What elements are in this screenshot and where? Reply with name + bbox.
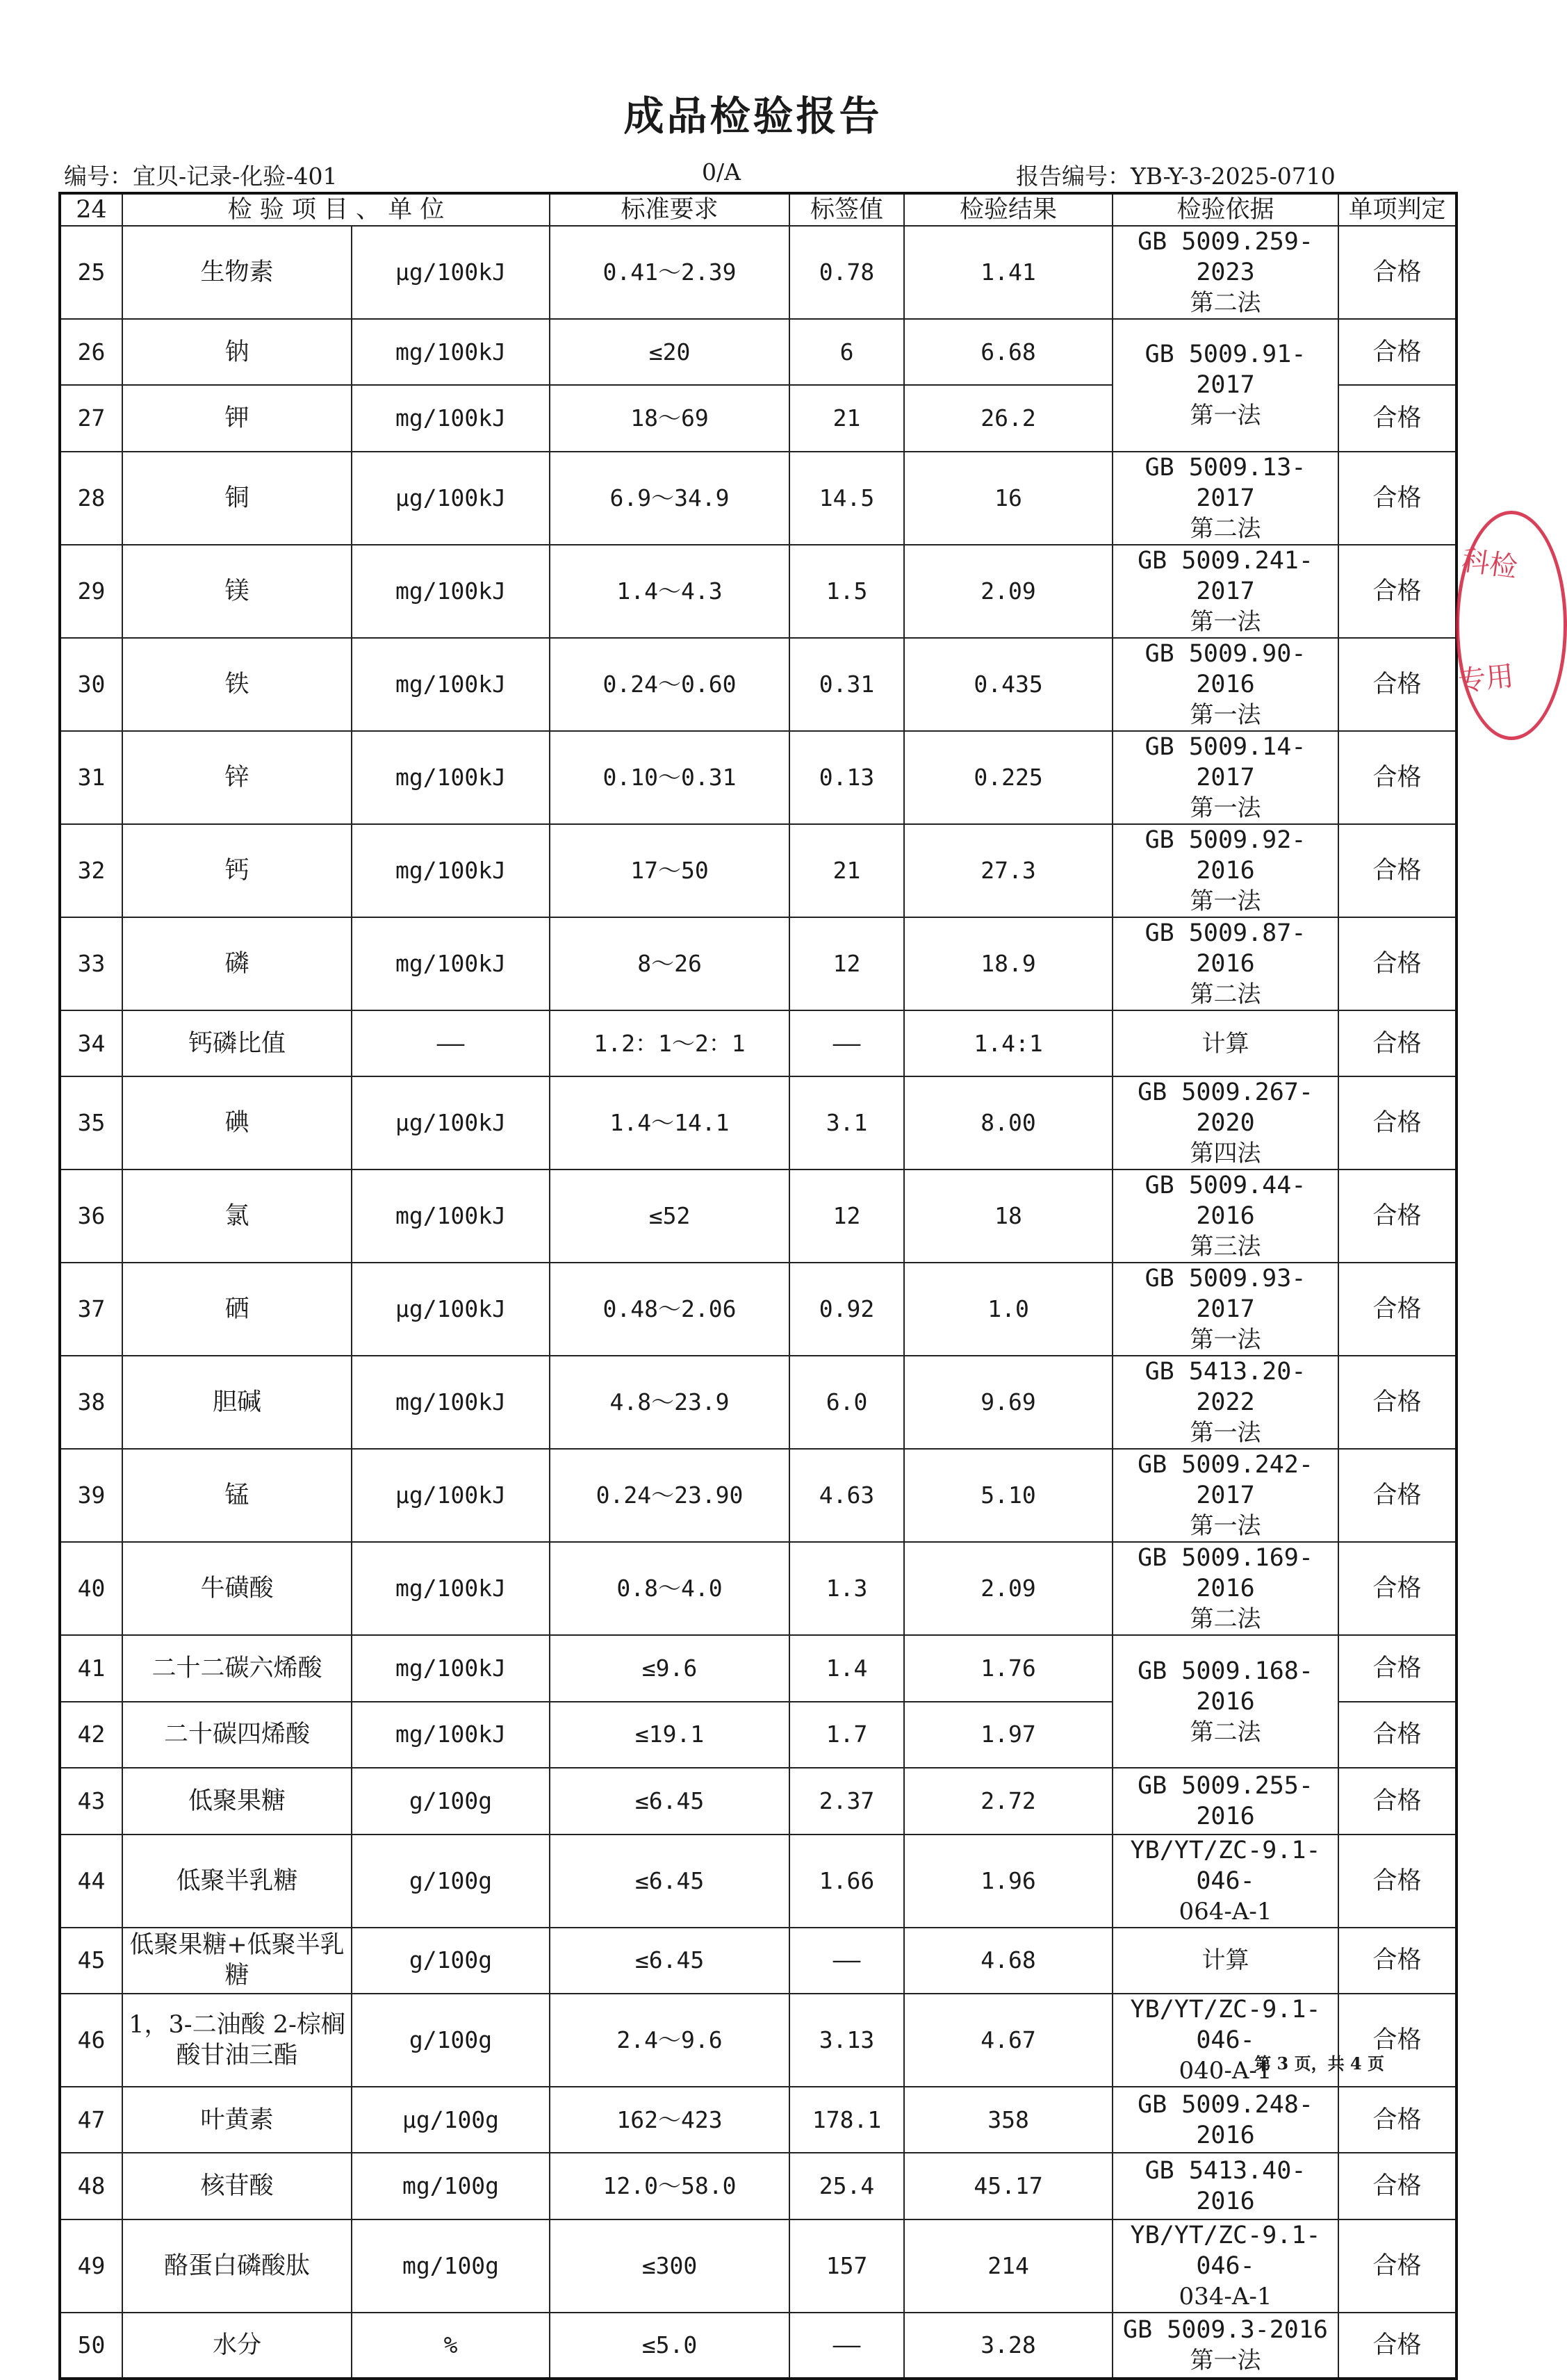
cell-label-value: 1.7 xyxy=(789,1702,904,1768)
cell-result: 16 xyxy=(904,452,1113,545)
table-row xyxy=(60,1170,1457,1263)
cell-judgement: 合格 xyxy=(1338,319,1457,385)
cell-standard: 4.8～23.9 xyxy=(550,1356,789,1449)
cell-no: 30 xyxy=(60,638,122,731)
basis-method: 064-A-1 xyxy=(1179,1897,1272,1926)
header-label-value: 标签值 xyxy=(789,193,904,226)
cell-basis xyxy=(1113,1928,1338,1994)
cell-label-value: 157 xyxy=(789,2219,904,2313)
cell-label-value: 0.13 xyxy=(789,731,904,824)
basis-method: 第一法 xyxy=(1190,607,1261,636)
table-row xyxy=(60,1076,1457,1170)
table-row xyxy=(60,1542,1457,1635)
cell-result: 45.17 xyxy=(904,2153,1113,2219)
cell-judgement: 合格 xyxy=(1338,1702,1457,1768)
cell-unit: g/100g xyxy=(352,1768,550,1834)
basis-method: 第一法 xyxy=(1190,887,1261,915)
basis-standard: GB 5009.241-2017 xyxy=(1138,546,1313,605)
basis-method: 第一法 xyxy=(1190,1326,1261,1354)
cell-label-value: 0.78 xyxy=(789,226,904,319)
basis-method: 第二法 xyxy=(1190,289,1261,317)
cell-unit: mg/100kJ xyxy=(352,1170,550,1263)
table-row xyxy=(60,2087,1457,2153)
cell-judgement: 合格 xyxy=(1338,1928,1457,1994)
cell-unit: mg/100g xyxy=(352,2153,550,2219)
cell-result: 26.2 xyxy=(904,385,1113,451)
basis-standard: GB 5009.168-2016 xyxy=(1138,1657,1313,1716)
cell-label-value: 21 xyxy=(789,385,904,451)
cell-label-value: 14.5 xyxy=(789,452,904,545)
cell-basis xyxy=(1113,319,1338,452)
cell-item: 锰 xyxy=(122,1449,352,1542)
cell-standard: ≤9.6 xyxy=(550,1635,789,1701)
cell-no: 27 xyxy=(60,385,122,451)
basis-standard: YB/YT/ZC-9.1-046- xyxy=(1130,2221,1321,2280)
cell-judgement: 合格 xyxy=(1338,2219,1457,2313)
cell-basis xyxy=(1113,1542,1338,1635)
cell-item: 低聚果糖 xyxy=(122,1768,352,1834)
cell-standard: 6.9～34.9 xyxy=(550,452,789,545)
basis-standard: GB 5009.169-2016 xyxy=(1138,1544,1313,1603)
table-row xyxy=(60,1263,1457,1356)
cell-label-value: 2.37 xyxy=(789,1768,904,1834)
table-row xyxy=(60,1635,1457,1701)
cell-basis xyxy=(1113,1356,1338,1449)
cell-no: 37 xyxy=(60,1263,122,1356)
stamp-text-top: 科检 xyxy=(1459,544,1520,584)
cell-judgement: 合格 xyxy=(1338,385,1457,451)
cell-result: 214 xyxy=(904,2219,1113,2313)
cell-item: 水分 xyxy=(122,2313,352,2379)
cell-no: 44 xyxy=(60,1835,122,1928)
table-row xyxy=(60,1835,1457,1928)
cell-no: 33 xyxy=(60,917,122,1010)
cell-judgement: 合格 xyxy=(1338,824,1457,917)
cell-standard: 1.2：1～2：1 xyxy=(550,1010,789,1076)
cell-unit: μg/100kJ xyxy=(352,452,550,545)
cell-result: 18 xyxy=(904,1170,1113,1263)
cell-basis xyxy=(1113,1263,1338,1356)
cell-result: 358 xyxy=(904,2087,1113,2153)
cell-no: 34 xyxy=(60,1010,122,1076)
cell-label-value: 21 xyxy=(789,824,904,917)
cell-result: 1.97 xyxy=(904,1702,1113,1768)
cell-standard: 12.0～58.0 xyxy=(550,2153,789,2219)
cell-standard: ≤52 xyxy=(550,1170,789,1263)
cell-judgement: 合格 xyxy=(1338,2153,1457,2219)
basis-standard: GB 5009.13-2017 xyxy=(1145,453,1306,512)
cell-basis xyxy=(1113,731,1338,824)
basis-standard: GB 5009.91-2017 xyxy=(1145,340,1306,400)
cell-item: 铜 xyxy=(122,452,352,545)
basis-method: 第一法 xyxy=(1190,402,1261,430)
table-row xyxy=(60,2219,1457,2313)
cell-label-value: 1.3 xyxy=(789,1542,904,1635)
table-row xyxy=(60,2153,1457,2219)
cell-no: 45 xyxy=(60,1928,122,1994)
cell-judgement: 合格 xyxy=(1338,226,1457,319)
basis-standard: GB 5009.248-2016 xyxy=(1138,2090,1313,2149)
cell-item: 氯 xyxy=(122,1170,352,1263)
cell-no: 41 xyxy=(60,1635,122,1701)
cell-result: 1.4:1 xyxy=(904,1010,1113,1076)
cell-no: 26 xyxy=(60,319,122,385)
cell-standard: ≤20 xyxy=(550,319,789,385)
table-row xyxy=(60,319,1457,385)
header-basis: 检验依据 xyxy=(1113,193,1338,226)
cell-judgement: 合格 xyxy=(1338,1170,1457,1263)
cell-item: 1，3-二油酸 2-棕榈酸甘油三酯 xyxy=(122,1994,352,2087)
cell-basis xyxy=(1113,1768,1338,1834)
cell-label-value: 12 xyxy=(789,917,904,1010)
cell-standard: 8～26 xyxy=(550,917,789,1010)
cell-unit: mg/100kJ xyxy=(352,1542,550,1635)
cell-judgement: 合格 xyxy=(1338,1635,1457,1701)
cell-basis xyxy=(1113,1635,1338,1768)
cell-unit: mg/100kJ xyxy=(352,385,550,451)
cell-item: 锌 xyxy=(122,731,352,824)
basis-method: 第一法 xyxy=(1190,794,1261,822)
cell-standard: 0.10～0.31 xyxy=(550,731,789,824)
cell-standard: ≤19.1 xyxy=(550,1702,789,1768)
table-row xyxy=(60,731,1457,824)
cell-basis xyxy=(1113,1076,1338,1170)
cell-basis xyxy=(1113,226,1338,319)
cell-no: 31 xyxy=(60,731,122,824)
cell-label-value: 0.31 xyxy=(789,638,904,731)
cell-unit: μg/100kJ xyxy=(352,1449,550,1542)
basis-standard: GB 5009.242-2017 xyxy=(1138,1451,1313,1510)
cell-result: 6.68 xyxy=(904,319,1113,385)
basis-standard: 计算 xyxy=(1201,1029,1249,1058)
basis-standard: GB 5009.259-2023 xyxy=(1138,228,1313,286)
cell-standard: 0.24～23.90 xyxy=(550,1449,789,1542)
cell-standard: 162～423 xyxy=(550,2087,789,2153)
cell-result: 2.72 xyxy=(904,1768,1113,1834)
cell-standard: 1.4～14.1 xyxy=(550,1076,789,1170)
cell-label-value: 3.13 xyxy=(789,1994,904,2087)
table-row xyxy=(60,917,1457,1010)
cell-standard: ≤6.45 xyxy=(550,1835,789,1928)
cell-judgement: 合格 xyxy=(1338,1076,1457,1170)
cell-item: 生物素 xyxy=(122,226,352,319)
cell-judgement: 合格 xyxy=(1338,545,1457,638)
basis-standard: GB 5009.255-2016 xyxy=(1138,1771,1313,1830)
basis-method: 第二法 xyxy=(1190,980,1261,1008)
cell-unit: g/100g xyxy=(352,1835,550,1928)
basis-standard: GB 5009.92-2016 xyxy=(1145,826,1306,885)
cell-item: 硒 xyxy=(122,1263,352,1356)
header-judgement: 单项判定 xyxy=(1338,193,1457,226)
inspection-stamp xyxy=(1456,511,1567,740)
cell-judgement: 合格 xyxy=(1338,917,1457,1010)
basis-method: 第一法 xyxy=(1190,2347,1261,2374)
cell-unit: mg/100kJ xyxy=(352,319,550,385)
cell-unit: mg/100kJ xyxy=(352,545,550,638)
cell-basis xyxy=(1113,2153,1338,2219)
cell-result: 27.3 xyxy=(904,824,1113,917)
cell-standard: 18～69 xyxy=(550,385,789,451)
cell-unit: mg/100kJ xyxy=(352,1356,550,1449)
header-result: 检验结果 xyxy=(904,193,1113,226)
cell-judgement: 合格 xyxy=(1338,1356,1457,1449)
cell-basis xyxy=(1113,1010,1338,1076)
page-number: 第 3 页，共 4 页 xyxy=(1254,2053,1384,2074)
cell-item: 钙 xyxy=(122,824,352,917)
cell-no: 48 xyxy=(60,2153,122,2219)
cell-basis xyxy=(1113,1835,1338,1928)
basis-method: 034-A-1 xyxy=(1179,2282,1272,2311)
cell-result: 2.09 xyxy=(904,1542,1113,1635)
basis-standard: GB 5009.267-2020 xyxy=(1138,1078,1313,1138)
cell-label-value: —— xyxy=(789,1928,904,1994)
cell-label-value: —— xyxy=(789,2313,904,2379)
cell-no: 38 xyxy=(60,1356,122,1449)
cell-label-value: 3.1 xyxy=(789,1076,904,1170)
cell-no: 29 xyxy=(60,545,122,638)
cell-standard: ≤5.0 xyxy=(550,2313,789,2379)
cell-no: 35 xyxy=(60,1076,122,1170)
cell-label-value: 6 xyxy=(789,319,904,385)
cell-result: 3.28 xyxy=(904,2313,1113,2379)
basis-method: 第二法 xyxy=(1190,514,1261,543)
cell-unit: mg/100kJ xyxy=(352,731,550,824)
basis-standard: GB 5009.14-2017 xyxy=(1145,732,1306,791)
basis-method: 第三法 xyxy=(1190,1233,1261,1261)
cell-no: 28 xyxy=(60,452,122,545)
cell-standard: 17～50 xyxy=(550,824,789,917)
table-row xyxy=(60,638,1457,731)
cell-basis xyxy=(1113,1170,1338,1263)
cell-unit: mg/100kJ xyxy=(352,1702,550,1768)
basis-method: 第二法 xyxy=(1190,1718,1261,1746)
cell-judgement: 合格 xyxy=(1338,1449,1457,1542)
table-row xyxy=(60,824,1457,917)
cell-basis xyxy=(1113,638,1338,731)
cell-judgement: 合格 xyxy=(1338,638,1457,731)
cell-basis xyxy=(1113,824,1338,917)
cell-item: 叶黄素 xyxy=(122,2087,352,2153)
cell-standard: 2.4～9.6 xyxy=(550,1994,789,2087)
cell-result: 1.41 xyxy=(904,226,1113,319)
cell-label-value: 4.63 xyxy=(789,1449,904,1542)
cell-label-value: 6.0 xyxy=(789,1356,904,1449)
cell-no: 50 xyxy=(60,2313,122,2379)
basis-standard: GB 5009.44-2016 xyxy=(1145,1172,1306,1231)
cell-no: 40 xyxy=(60,1542,122,1635)
basis-method: 040-A-1 xyxy=(1179,2056,1272,2085)
cell-judgement: 合格 xyxy=(1338,731,1457,824)
header-item-unit: 检 验 项 目 、 单 位 xyxy=(122,193,550,226)
cell-no: 46 xyxy=(60,1994,122,2087)
cell-label-value: 0.92 xyxy=(789,1263,904,1356)
basis-standard: GB 5413.20-2022 xyxy=(1145,1358,1306,1417)
record-number: 编号：宜贝-记录-化验-401 xyxy=(64,163,338,190)
basis-standard: GB 5009.87-2016 xyxy=(1145,919,1306,978)
basis-method: 第四法 xyxy=(1190,1140,1261,1168)
cell-no: 49 xyxy=(60,2219,122,2313)
basis-standard: GB 5009.90-2016 xyxy=(1145,639,1306,698)
cell-unit: g/100g xyxy=(352,1994,550,2087)
cell-judgement: 合格 xyxy=(1338,1542,1457,1635)
table-row xyxy=(60,545,1457,638)
table-row xyxy=(60,226,1457,319)
cell-unit: μg/100g xyxy=(352,2087,550,2153)
basis-method: 第一法 xyxy=(1190,1419,1261,1447)
cell-standard: ≤6.45 xyxy=(550,1768,789,1834)
cell-no: 25 xyxy=(60,226,122,319)
cell-no: 47 xyxy=(60,2087,122,2153)
cell-result: 1.96 xyxy=(904,1835,1113,1928)
cell-judgement: 合格 xyxy=(1338,1010,1457,1076)
inspection-table xyxy=(58,192,1458,2380)
cell-basis xyxy=(1113,1449,1338,1542)
cell-basis xyxy=(1113,917,1338,1010)
table-row xyxy=(60,1928,1457,1994)
cell-item: 酪蛋白磷酸肽 xyxy=(122,2219,352,2313)
header-no: 24 xyxy=(60,193,122,226)
report-number: 报告编号：YB-Y-3-2025-0710 xyxy=(1016,163,1336,190)
cell-standard: 0.48～2.06 xyxy=(550,1263,789,1356)
cell-result: 1.76 xyxy=(904,1635,1113,1701)
cell-unit: g/100g xyxy=(352,1928,550,1994)
cell-label-value: 1.4 xyxy=(789,1635,904,1701)
cell-item: 低聚果糖+低聚半乳糖 xyxy=(122,1928,352,1994)
basis-method: 第一法 xyxy=(1190,700,1261,729)
table-header-row xyxy=(60,193,1457,226)
basis-standard: GB 5009.3-2016 xyxy=(1123,2316,1329,2344)
cell-basis xyxy=(1113,2087,1338,2153)
cell-judgement: 合格 xyxy=(1338,1263,1457,1356)
basis-standard: 计算 xyxy=(1201,1946,1249,1975)
cell-item: 二十二碳六烯酸 xyxy=(122,1635,352,1701)
cell-item: 低聚半乳糖 xyxy=(122,1835,352,1928)
version: 0/A xyxy=(702,158,741,186)
cell-result: 4.67 xyxy=(904,1994,1113,2087)
basis-standard: YB/YT/ZC-9.1-046- xyxy=(1130,1836,1321,1895)
cell-item: 铁 xyxy=(122,638,352,731)
cell-unit: μg/100kJ xyxy=(352,1076,550,1170)
table-row xyxy=(60,1768,1457,1834)
cell-no: 39 xyxy=(60,1449,122,1542)
cell-item: 钾 xyxy=(122,385,352,451)
report-title: 成品检验报告 xyxy=(623,92,883,140)
basis-standard: GB 5009.93-2017 xyxy=(1145,1265,1306,1324)
table-row xyxy=(60,2313,1457,2379)
cell-label-value: 178.1 xyxy=(789,2087,904,2153)
cell-no: 36 xyxy=(60,1170,122,1263)
cell-judgement: 合格 xyxy=(1338,1994,1457,2087)
cell-item: 磷 xyxy=(122,917,352,1010)
table-row xyxy=(60,1010,1457,1076)
cell-unit: μg/100kJ xyxy=(352,226,550,319)
cell-unit: mg/100g xyxy=(352,2219,550,2313)
cell-judgement: 合格 xyxy=(1338,452,1457,545)
cell-result: 18.9 xyxy=(904,917,1113,1010)
cell-standard: 0.41～2.39 xyxy=(550,226,789,319)
table-row xyxy=(60,1994,1457,2087)
header-standard: 标准要求 xyxy=(550,193,789,226)
cell-item: 钙磷比值 xyxy=(122,1010,352,1076)
cell-no: 42 xyxy=(60,1702,122,1768)
cell-unit: mg/100kJ xyxy=(352,1635,550,1701)
cell-basis xyxy=(1113,2313,1338,2379)
cell-unit: mg/100kJ xyxy=(352,917,550,1010)
cell-basis xyxy=(1113,2219,1338,2313)
cell-basis xyxy=(1113,545,1338,638)
cell-judgement: 合格 xyxy=(1338,2087,1457,2153)
cell-result: 4.68 xyxy=(904,1928,1113,1994)
cell-label-value: 25.4 xyxy=(789,2153,904,2219)
cell-judgement: 合格 xyxy=(1338,1835,1457,1928)
cell-label-value: 1.5 xyxy=(789,545,904,638)
basis-standard: YB/YT/ZC-9.1-046- xyxy=(1130,1995,1321,2054)
cell-item: 钠 xyxy=(122,319,352,385)
cell-result: 5.10 xyxy=(904,1449,1113,1542)
cell-standard: 0.8～4.0 xyxy=(550,1542,789,1635)
cell-standard: 0.24～0.60 xyxy=(550,638,789,731)
cell-result: 0.435 xyxy=(904,638,1113,731)
cell-label-value: 1.66 xyxy=(789,1835,904,1928)
cell-unit: % xyxy=(352,2313,550,2379)
cell-label-value: —— xyxy=(789,1010,904,1076)
cell-item: 碘 xyxy=(122,1076,352,1170)
cell-no: 43 xyxy=(60,1768,122,1834)
cell-item: 胆碱 xyxy=(122,1356,352,1449)
stamp-text-bottom: 专用 xyxy=(1457,659,1516,698)
cell-unit: —— xyxy=(352,1010,550,1076)
cell-result: 0.225 xyxy=(904,731,1113,824)
cell-item: 镁 xyxy=(122,545,352,638)
cell-judgement: 合格 xyxy=(1338,1768,1457,1834)
cell-standard: 1.4～4.3 xyxy=(550,545,789,638)
cell-result: 1.0 xyxy=(904,1263,1113,1356)
cell-item: 牛磺酸 xyxy=(122,1542,352,1635)
cell-label-value: 12 xyxy=(789,1170,904,1263)
cell-result: 9.69 xyxy=(904,1356,1113,1449)
cell-standard: ≤6.45 xyxy=(550,1928,789,1994)
basis-method: 第二法 xyxy=(1190,1605,1261,1634)
basis-method: 第一法 xyxy=(1190,1512,1261,1541)
cell-judgement: 合格 xyxy=(1338,2313,1457,2379)
cell-no: 32 xyxy=(60,824,122,917)
cell-basis xyxy=(1113,452,1338,545)
cell-item: 二十碳四烯酸 xyxy=(122,1702,352,1768)
cell-result: 8.00 xyxy=(904,1076,1113,1170)
table-row xyxy=(60,1356,1457,1449)
table-row xyxy=(60,1449,1457,1542)
table-row xyxy=(60,452,1457,545)
cell-standard: ≤300 xyxy=(550,2219,789,2313)
cell-item: 核苷酸 xyxy=(122,2153,352,2219)
cell-unit: μg/100kJ xyxy=(352,1263,550,1356)
basis-standard: GB 5413.40-2016 xyxy=(1145,2157,1306,2216)
cell-unit: mg/100kJ xyxy=(352,638,550,731)
cell-unit: mg/100kJ xyxy=(352,824,550,917)
cell-result: 2.09 xyxy=(904,545,1113,638)
